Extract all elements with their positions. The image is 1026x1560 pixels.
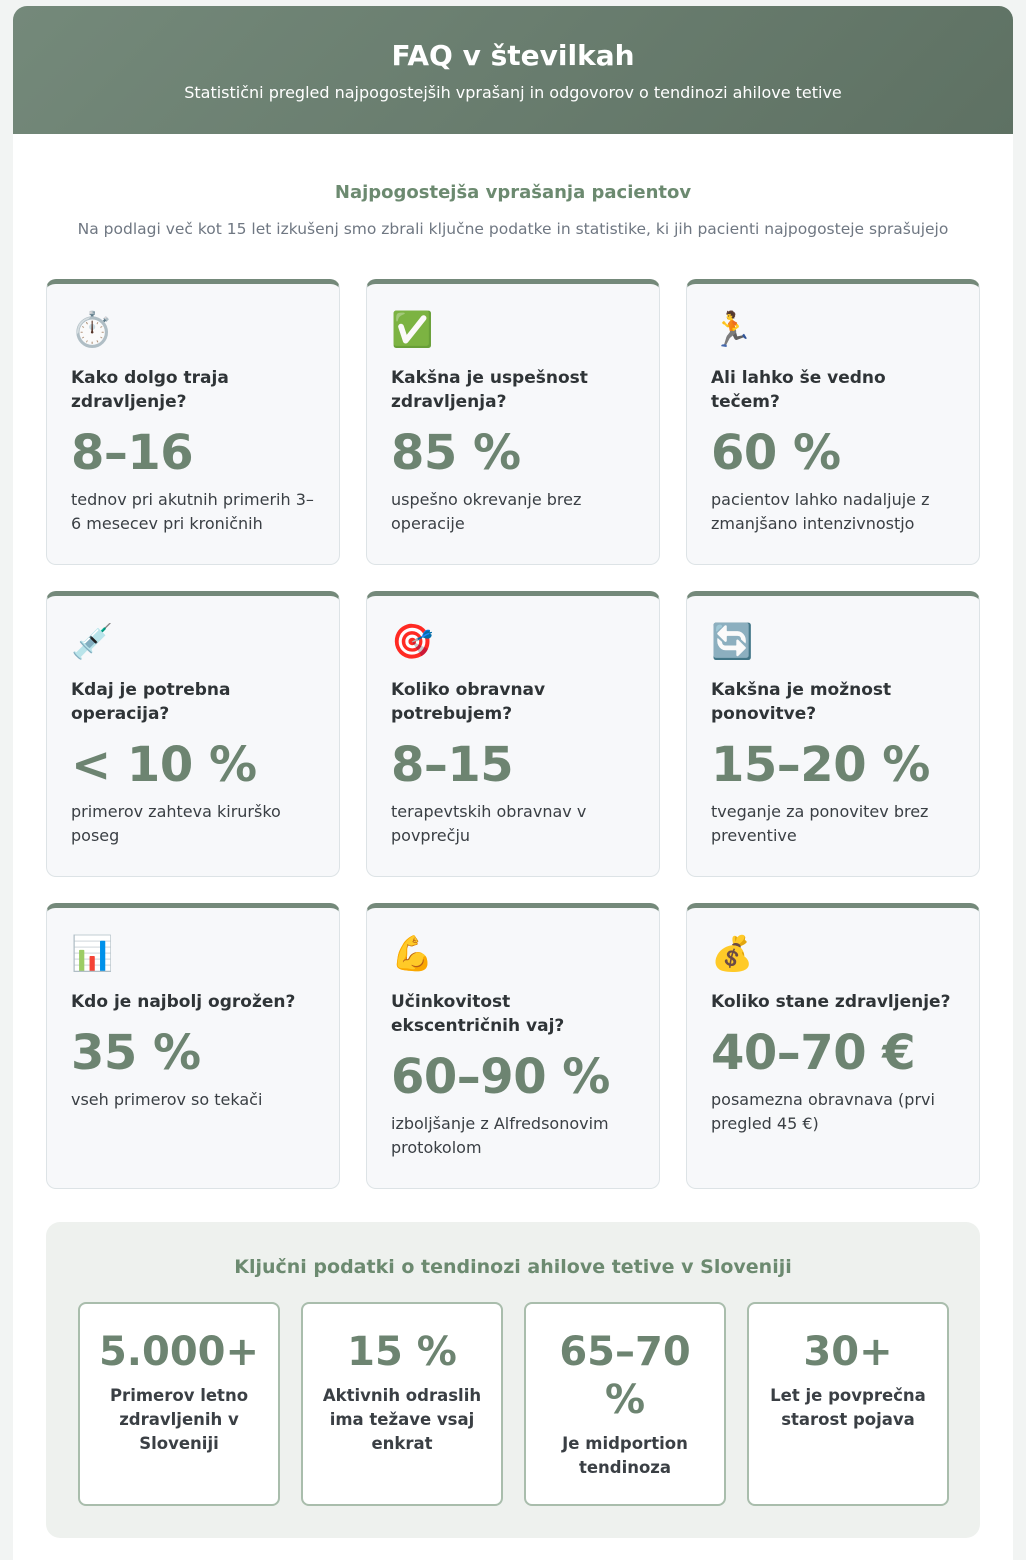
faq-card-exercises (366, 903, 660, 1189)
bar-chart-icon: 📊 (71, 934, 114, 974)
key-facts-grid (78, 1302, 949, 1506)
faq-description: tveganje za ponovitev brez preventive (711, 802, 929, 845)
faq-question: Ali lahko še vedno tečem? (711, 368, 886, 412)
faq-value: 60–90 % (391, 1049, 610, 1105)
key-fact-card (747, 1302, 949, 1506)
check-mark-icon: ✅ (391, 310, 434, 350)
key-fact-value: 15 % (347, 1329, 457, 1375)
section-title: Najpogostejša vprašanja pacientov (334, 182, 692, 203)
faq-card-duration (46, 279, 340, 565)
key-fact-label: Aktivnih odraslih ima težave vsaj enkrat (322, 1386, 482, 1453)
key-fact-value: 65–70 % (559, 1329, 691, 1423)
key-fact-card (78, 1302, 280, 1506)
faq-card-success (366, 279, 660, 565)
faq-question: Kdo je najbolj ogrožen? (71, 992, 296, 1012)
faq-description: izboljšanje z Alfredsonovim protokolom (391, 1114, 609, 1157)
header-banner (13, 6, 1013, 134)
faq-description: primerov zahteva kirurško poseg (71, 802, 281, 845)
flexed-biceps-icon: 💪 (391, 934, 434, 974)
faq-grid (46, 279, 980, 1189)
faq-value: 85 % (391, 425, 521, 481)
section-subtitle: Na podlagi več kot 15 let izkušenj smo zbrali ključne podatke in statistike, ki jih pacienti najpogosteje sprašujejo (77, 220, 949, 238)
faq-card-cost (686, 903, 980, 1189)
money-bag-icon: 💰 (711, 934, 754, 974)
faq-description: tednov pri akutnih primerih 3–6 mesecev pri kroničnih (71, 490, 314, 533)
faq-question: Koliko obravnav potrebujem? (391, 680, 546, 724)
faq-value: 40–70 € (711, 1025, 916, 1081)
key-facts-panel (46, 1222, 980, 1538)
key-facts-title: Ključni podatki o tendinozi ahilove tetive v Sloveniji (234, 1256, 792, 1278)
faq-value: 35 % (71, 1025, 201, 1081)
faq-value: 15–20 % (711, 737, 930, 793)
syringe-icon: 💉 (71, 622, 114, 662)
faq-value: 8–16 (71, 425, 194, 481)
faq-description: terapevtskih obravnav v povprečju (391, 802, 587, 845)
target-icon: 🎯 (391, 622, 434, 662)
faq-card-surgery (46, 591, 340, 877)
faq-description: posamezna obravnava (prvi pregled 45 €) (711, 1090, 935, 1133)
faq-card-recurrence (686, 591, 980, 877)
faq-question: Kako dolgo traja zdravljenje? (71, 368, 229, 412)
key-fact-card (301, 1302, 503, 1506)
key-fact-label: Je midportion tendinoza (562, 1434, 688, 1477)
key-fact-value: 30+ (803, 1329, 893, 1375)
faq-value: < 10 % (71, 737, 257, 793)
key-fact-card (524, 1302, 726, 1506)
faq-description: uspešno okrevanje brez operacije (391, 490, 582, 533)
page-title: FAQ v številkah (391, 39, 635, 72)
faq-card-running (686, 279, 980, 565)
faq-value: 60 % (711, 425, 841, 481)
faq-card-risk (46, 903, 340, 1189)
faq-card-sessions (366, 591, 660, 877)
key-fact-value: 5.000+ (98, 1329, 260, 1375)
faq-question: Kakšna je uspešnost zdravljenja? (391, 368, 588, 412)
page-subtitle: Statistični pregled najpogostejših vprašanj in odgovorov o tendinozi ahilove tetive (184, 83, 842, 102)
faq-description: pacientov lahko nadaljuje z zmanjšano intenzivnostjo (711, 490, 930, 533)
faq-question: Kdaj je potrebna operacija? (71, 680, 231, 724)
faq-page (13, 6, 1013, 1560)
faq-question: Učinkovitost ekscentričnih vaj? (391, 992, 565, 1036)
faq-question: Koliko stane zdravljenje? (711, 992, 951, 1012)
faq-value: 8–15 (391, 737, 514, 793)
runner-icon: 🏃 (711, 310, 754, 350)
stopwatch-icon: ⏱️ (71, 310, 114, 350)
key-fact-label: Let je povprečna starost pojava (770, 1386, 926, 1429)
faq-description: vseh primerov so tekači (71, 1090, 263, 1109)
repeat-icon: 🔄 (711, 622, 754, 662)
faq-question: Kakšna je možnost ponovitve? (711, 680, 892, 724)
key-fact-label: Primerov letno zdravljenih v Sloveniji (109, 1386, 249, 1453)
